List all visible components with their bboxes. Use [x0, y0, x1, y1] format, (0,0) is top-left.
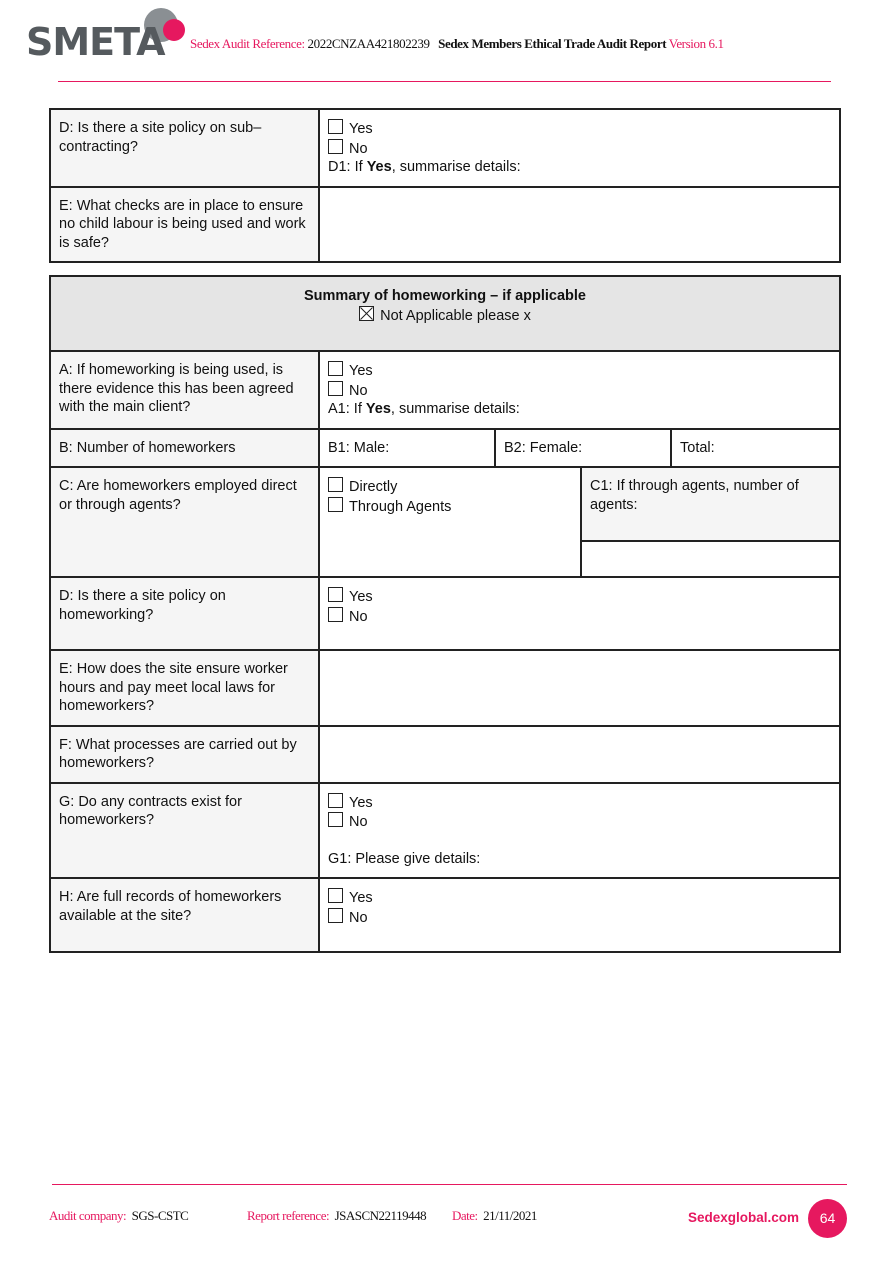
- audit-ref-label: Sedex Audit Reference:: [190, 36, 305, 51]
- answer-cell: [319, 878, 840, 952]
- question-cell: H: Are full records of homeworkers available at the site?: [50, 878, 319, 952]
- table-row: [50, 783, 840, 879]
- question-cell: B: Number of homeworkers: [50, 429, 319, 468]
- question-cell: D: Is there a site policy on sub–contracting?: [50, 109, 319, 187]
- yes-option[interactable]: Yes: [328, 587, 831, 607]
- checkbox[interactable]: [328, 381, 343, 396]
- page-number: 64: [808, 1199, 847, 1238]
- checkbox[interactable]: [328, 908, 343, 923]
- question-cell: E: What checks are in place to ensure no child labour is being used and work is safe?: [50, 187, 319, 263]
- footer-date: Date: 21/11/2021: [452, 1208, 537, 1223]
- agents-count-block: [582, 468, 839, 576]
- report-title: Sedex Members Ethical Trade Audit Report: [438, 36, 667, 51]
- no-option[interactable]: No: [328, 908, 831, 928]
- table-row: [50, 577, 840, 650]
- employment-split: [320, 468, 839, 576]
- checkbox[interactable]: [328, 119, 343, 134]
- checkbox[interactable]: [328, 477, 343, 492]
- no-option[interactable]: No: [328, 381, 831, 401]
- answer-cell[interactable]: [319, 187, 840, 263]
- checkbox[interactable]: [328, 361, 343, 376]
- header-reference-line: [190, 36, 724, 52]
- audit-ref-value: 2022CNZAA421802239: [307, 36, 430, 51]
- checkbox[interactable]: [328, 793, 343, 808]
- table-row: [50, 878, 840, 952]
- table-row: [50, 187, 840, 263]
- footer-audit-company: Audit company: SGS-CSTC: [49, 1208, 189, 1223]
- footer-report-reference: Report reference: JSASCN22119448: [247, 1208, 427, 1223]
- not-applicable-option[interactable]: Not Applicable please x: [59, 306, 831, 326]
- detail-prompt: G1: Please give details:: [328, 850, 481, 867]
- male-count-cell[interactable]: B1: Male:: [319, 429, 495, 468]
- yes-option[interactable]: Yes: [328, 119, 831, 139]
- yes-option[interactable]: Yes: [328, 793, 831, 813]
- detail-prompt: A1: If Yes, summarise details:: [328, 401, 520, 417]
- yes-option[interactable]: Yes: [328, 361, 831, 381]
- footer-divider: [52, 1184, 847, 1185]
- table-row: [50, 726, 840, 783]
- question-cell: A: If homeworking is being used, is there evidence this has been agreed with the main client?: [50, 351, 319, 429]
- female-count-cell[interactable]: B2: Female:: [495, 429, 671, 468]
- checkbox[interactable]: [328, 139, 343, 154]
- employment-options: [320, 468, 582, 576]
- checkbox[interactable]: [328, 888, 343, 903]
- section-title: Summary of homeworking – if applicable: [303, 288, 586, 304]
- answer-cell[interactable]: [319, 726, 840, 783]
- table-row: [50, 650, 840, 726]
- yes-option[interactable]: Yes: [328, 888, 831, 908]
- checkbox[interactable]: [328, 497, 343, 512]
- checkbox[interactable]: [328, 607, 343, 622]
- header-divider: [58, 81, 831, 82]
- agents-count-field[interactable]: [582, 542, 839, 576]
- homeworking-header: [50, 276, 840, 351]
- question-cell: G: Do any contracts exist for homeworkers?: [50, 783, 319, 879]
- table-row: [50, 467, 840, 577]
- subcontracting-table: [49, 108, 841, 263]
- logo-pink-dot: [163, 19, 185, 41]
- answer-cell[interactable]: [319, 650, 840, 726]
- website-link[interactable]: Sedexglobal.com: [688, 1210, 800, 1225]
- no-option[interactable]: No: [328, 812, 831, 832]
- question-cell: D: Is there a site policy on homeworking?: [50, 577, 319, 650]
- detail-prompt: D1: If Yes, summarise details:: [328, 159, 521, 175]
- answer-cell: [319, 351, 840, 429]
- answer-cell: [319, 467, 840, 577]
- table-row: [50, 109, 840, 187]
- answer-cell: [319, 577, 840, 650]
- no-option[interactable]: No: [328, 607, 831, 627]
- question-cell: E: How does the site ensure worker hours and pay meet local laws for homeworkers?: [50, 650, 319, 726]
- table-row: [50, 351, 840, 429]
- through-agents-option[interactable]: Through Agents: [328, 497, 572, 517]
- report-version: Version 6.1: [668, 36, 724, 51]
- logo-text: SMETA: [26, 20, 165, 64]
- table-row: [50, 429, 840, 468]
- homeworking-table: [49, 275, 841, 953]
- no-option[interactable]: No: [328, 139, 831, 159]
- table-row: [50, 276, 840, 351]
- total-count-cell[interactable]: Total:: [671, 429, 840, 468]
- answer-cell: [319, 783, 840, 879]
- directly-option[interactable]: Directly: [328, 477, 572, 497]
- agents-count-label: C1: If through agents, number of agents:: [582, 468, 839, 542]
- checkbox[interactable]: [328, 812, 343, 827]
- question-cell: C: Are homeworkers employed direct or through agents?: [50, 467, 319, 577]
- checked-checkbox[interactable]: [359, 306, 374, 321]
- smeta-logo: [26, 8, 186, 64]
- checkbox[interactable]: [328, 587, 343, 602]
- answer-cell: [319, 109, 840, 187]
- question-cell: F: What processes are carried out by homeworkers?: [50, 726, 319, 783]
- page-header: [0, 0, 895, 90]
